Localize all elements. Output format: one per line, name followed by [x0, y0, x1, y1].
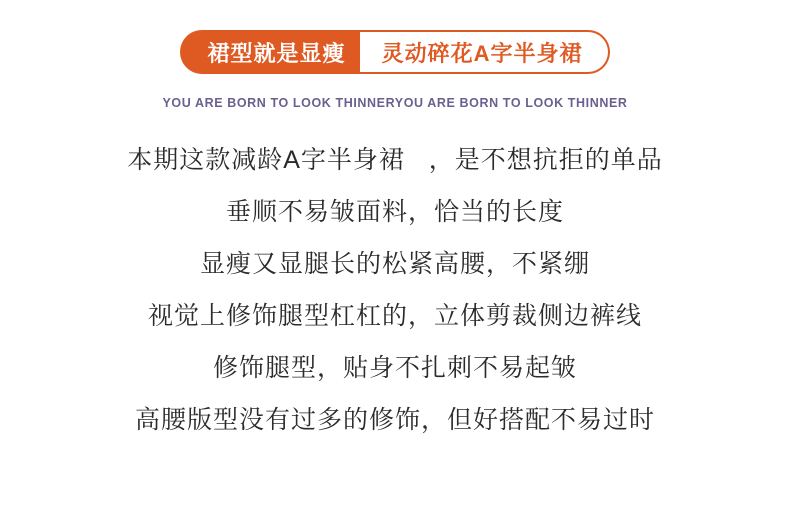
description-line: 本期这款减龄A字半身裙 ，是不想抗拒的单品: [127, 146, 663, 174]
description-line: 视觉上修饰腿型杠杠的，立体剪裁侧边裤线: [147, 302, 642, 330]
banner-left-label: 裙型就是显瘦: [180, 30, 370, 74]
english-subtitle: YOU ARE BORN TO LOOK THINNERYOU ARE BORN TO LOOK THINNER: [162, 96, 628, 110]
description-line: 显瘦又显腿长的松紧高腰，不紧绷: [199, 250, 590, 278]
description-line: 高腰版型没有过多的修饰，但好搭配不易过时: [134, 406, 655, 434]
description-lines: [0, 134, 790, 446]
headline-banner: [0, 30, 790, 74]
headline-banner-inner: [180, 30, 611, 74]
banner-right-label: 灵动碎花A字半身裙: [360, 30, 611, 74]
description-line: 垂顺不易皱面料，恰当的长度: [225, 198, 564, 226]
description-line: 修饰腿型，贴身不扎刺不易起皱: [212, 354, 577, 382]
